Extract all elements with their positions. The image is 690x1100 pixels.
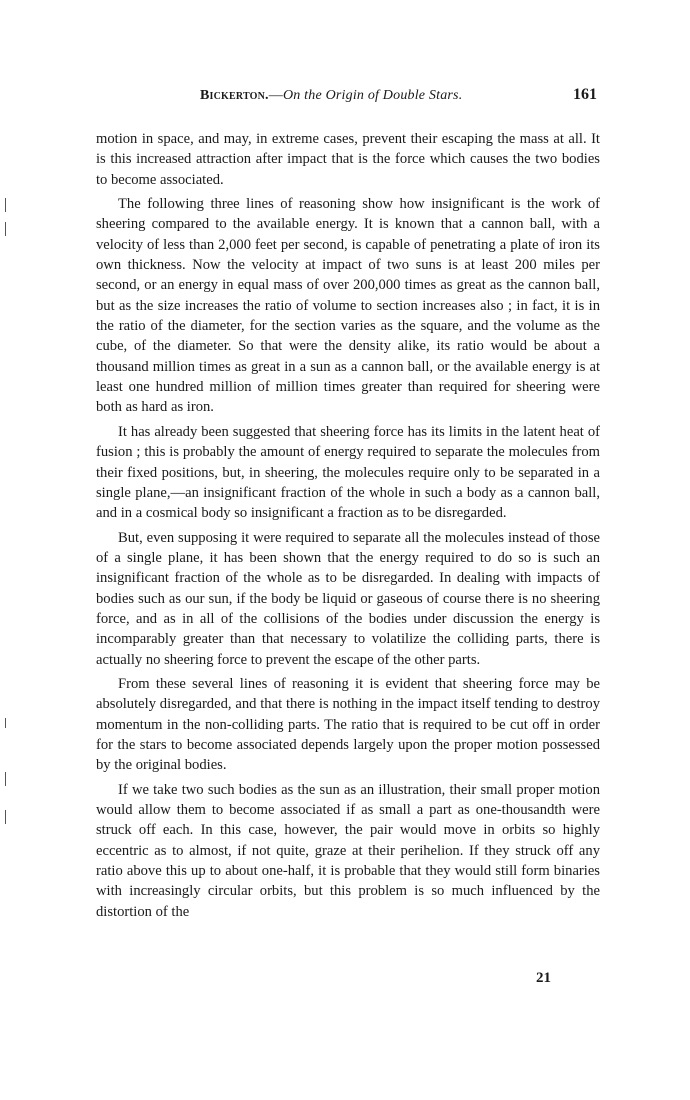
paragraph-6: If we take two such bodies as the sun as an illustration, their small proper motion would allow them to become associated if as small a part as one-thousandth were struck off each. In this case, however, the pair would move in orbits so highly eccentric as to almost, if not quite, graze at their perihelion. If they struck off any ratio above this up to about one-half, it is probable that they would still form binaries with increasingly circular orbits, but this problem is so much influenced by the distortion of the: [96, 781, 600, 920]
signature-mark: 21: [536, 970, 551, 986]
margin-speck: [5, 718, 6, 728]
paragraph-5: From these several lines of reasoning it is evident that sheering force may be absolutely disregarded, and that there is nothing in the impact itself tending to destroy momentum in the non-colliding parts. The ratio that is required to be cut off in order for the stars to become associated depends largely upon the proper motion possessed by the original bodies.: [96, 675, 600, 774]
margin-speck: [5, 772, 6, 786]
margin-speck: [5, 810, 6, 824]
paragraph-3: It has already been suggested that sheering force has its limits in the latent heat of fusion ; this is probably the amount of energy required to separate the molecules from their fixed positions, but, in sheering, the molecules require only to be separated in a single plane,—an insignificant fraction of the whole in such a body as a cannon ball, and in a cosmical body so insignificant a fraction as to be disregarded.: [96, 423, 600, 522]
running-head: [200, 88, 462, 104]
margin-speck: [5, 222, 6, 236]
margin-speck: [5, 198, 6, 212]
paragraph-1: motion in space, and may, in extreme cases, prevent their escaping the mass at all. It is this increased attraction after impact that is the force which causes the two bodies to become associated.: [96, 131, 600, 188]
body-text: [96, 129, 600, 926]
page-number: 161: [573, 86, 597, 103]
paragraph-4: But, even supposing it were required to separate all the molecules instead of those of a single plane, it has been shown that the energy required to do so is such an insignificant fraction of the whole as to be disregarded. In dealing with impacts of bodies such as our sun, if the body be liquid or gaseous of course there is no sheering force, and as in all of the collisions of the bodies under discussion the energy is incomparably greater than that necessary to volatilize the colliding parts, there is actually no sheering force to prevent the escape of the other parts.: [96, 529, 600, 668]
running-head-dash: —: [268, 88, 283, 103]
paragraph-2: The following three lines of reasoning show how insignificant is the work of sheering compared to the available energy. It is known that a cannon ball, with a velocity of less than 2,000 feet per second, is capable of penetrating a plate of iron its own thickness. Now the velocity at impact of two suns is at least 200 miles per second, or an energy in equal mass of over 200,000 times as great as the cannon ball, but as the size increases the ratio of volume to section increases also ; in fact, it is in the ratio of the diameter, for the section varies as the square, and the volume as the cube, of the diameter. So that were the density alike, its ratio would be about a thousand million times as great in a sun as a cannon ball, or the available energy is at least one hundred million of million times greater than required for sheering were both as hard as iron.: [96, 196, 600, 416]
running-head-title: On the Origin of Double Stars.: [282, 88, 463, 103]
running-head-author: Bickerton.: [200, 88, 269, 103]
